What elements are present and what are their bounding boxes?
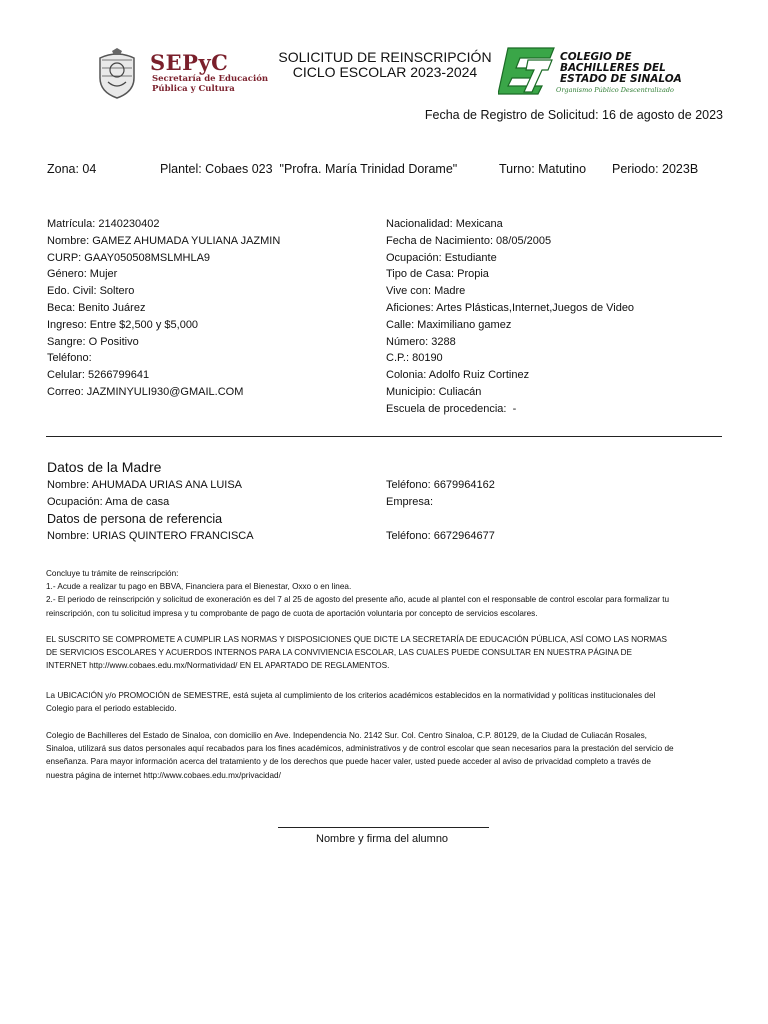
periodo-field: Periodo: 2023B: [612, 162, 699, 176]
madre-ocupacion: Ocupación: Ama de casa: [47, 496, 170, 508]
referencia-section-title: Datos de persona de referencia: [47, 512, 223, 526]
madre-section-title: Datos de la Madre: [47, 459, 162, 475]
compromiso-normas: EL SUSCRITO SE COMPROMETE A CUMPLIR LAS NORMAS Y DISPOSICIONES QUE DICTE LA SECRETARÍA DE EDUCACIÓN PÚBLICA, ASÍ COMO LAS NORMAS DE SERVICIOS ESCOLARES Y ACUERDOS INTERNOS PARA LA CONVIVIENCIA ESCOLAR, LAS CUALES PUEDE CONSULTAR EN NUESTRA PÁGINA DE INTERNET http://www.cobaes.edu.mx/Normatividad/ EN EL APARTADO DE REGLAMENTOS.: [46, 635, 668, 671]
calle-field: Calle: Maximiliano gamez: [386, 318, 512, 331]
sepyc-logo: SEPyC: [150, 50, 229, 75]
matricula-field: Matrícula: 2140230402: [47, 218, 160, 230]
alumno-datos-izquierda: [47, 216, 280, 401]
zona-field: Zona: 04: [47, 162, 97, 176]
sangre-field: Sangre: O Positivo: [47, 335, 139, 348]
telefono-field: Teléfono:: [47, 352, 92, 365]
escuela-procedencia-field: Escuela de procedencia: -: [386, 402, 517, 415]
referencia-nombre: Nombre: URIAS QUINTERO FRANCISCA: [47, 530, 254, 542]
colonia-field: Colonia: Adolfo Ruiz Cortinez: [386, 369, 530, 382]
cobaes-name: COLEGIO DE BACHILLERES DEL ESTADO DE SINALOA: [560, 51, 682, 85]
fecha-registro: Fecha de Registro de Solicitud: 16 de agosto de 2023: [424, 108, 723, 122]
ingreso-field: Ingreso: Entre $2,500 y $5,000: [47, 318, 199, 331]
municipio-field: Municipio: Culiacán: [386, 385, 482, 398]
tipo-casa-field: Tipo de Casa: Propia: [386, 268, 489, 281]
cobaes-logo-icon: [498, 46, 556, 96]
state-seal-icon: [94, 48, 140, 100]
aficiones-field: Aficiones: Artes Plásticas,Internet,Juegos de Video: [386, 301, 635, 314]
aviso-privacidad: Colegio de Bachilleres del Estado de Sinaloa, con domicilio en Ave. Independencia No. 2142 Sur. Col. Centro Sinaloa, C.P. 80129, de la Ciudad de Culiacán Rosales, Sinaloa, utilizará sus datos personales aquí recabados para los fines académicos, administrativos y de control escolar que sean necesarios para la prestación del servicio de enseñanza. Para mayor información acerca del tratamiento y de los derechos que puede hacer valer, usted puede acceder al aviso de privacidad completo a través de nuestra página de internet http://www.cobaes.edu.mx/privacidad/: [46, 731, 674, 780]
ubicacion-promocion-nota: La UBICACIÓN y/o PROMOCIÓN de SEMESTRE, está sujeta al cumplimiento de los criterios académicos establecidos en la normatividad y políticas institucionales del Colegio para el periodo establecido.: [46, 691, 656, 714]
section-divider: [46, 436, 722, 437]
referencia-telefono: Teléfono: 6672964677: [386, 530, 495, 542]
sepyc-subtitle: Secretaría de Educación Pública y Cultura: [152, 74, 269, 94]
turno-field: Turno: Matutino: [499, 162, 587, 176]
ocupacion-field: Ocupación: Estudiante: [386, 251, 497, 264]
numero-field: Número: 3288: [386, 335, 456, 348]
madre-empresa: Empresa:: [386, 496, 434, 508]
alumno-datos-derecha: [386, 216, 634, 418]
cp-field: C.P.: 80190: [386, 352, 443, 365]
vive-con-field: Vive con: Madre: [386, 285, 466, 298]
signature-label: Nombre y firma del alumno: [316, 833, 449, 845]
correo-field: Correo: JAZMINYULI930@GMAIL.COM: [47, 385, 244, 398]
beca-field: Beca: Benito Juárez: [47, 301, 146, 314]
genero-field: Género: Mujer: [47, 268, 118, 281]
plantel-field: Plantel: Cobaes 023 "Profra. María Trinidad Dorame": [160, 162, 458, 176]
nombre-field: Nombre: GAMEZ AHUMADA YULIANA JAZMIN: [47, 234, 281, 247]
madre-telefono: Teléfono: 6679964162: [386, 479, 495, 491]
instrucciones-reinscripcion: Concluye tu trámite de reinscripción: 1.- Acude a realizar tu pago en BBVA, Financiera para el Bienestar, Oxxo o en linea. 2.- El periodo de reinscripción y solicitud de exoneración es del 7 al 25 de agosto del presente año, acude al plantel con el responsable de control escolar para formalizar tu reinscripción, con tu solicitud impresa y tu comprobante de pago de cuota de aportación voluntaria por concepto de servicios escolares.: [46, 569, 670, 618]
curp-field: CURP: GAAY050508MSLMHLA9: [47, 251, 211, 264]
estado-civil-field: Edo. Civil: Soltero: [47, 285, 135, 298]
signature-line: [278, 827, 489, 828]
celular-field: Celular: 5266799641: [47, 369, 150, 382]
document-title: SOLICITUD DE REINSCRIPCIÓN CICLO ESCOLAR 2023-2024: [278, 49, 492, 80]
fecha-nacimiento-field: Fecha de Nacimiento: 08/05/2005: [386, 234, 552, 247]
cobaes-tagline: Organismo Público Descentralizado: [556, 86, 674, 94]
nacionalidad-field: Nacionalidad: Mexicana: [386, 218, 503, 230]
madre-nombre: Nombre: AHUMADA URIAS ANA LUISA: [47, 479, 243, 491]
